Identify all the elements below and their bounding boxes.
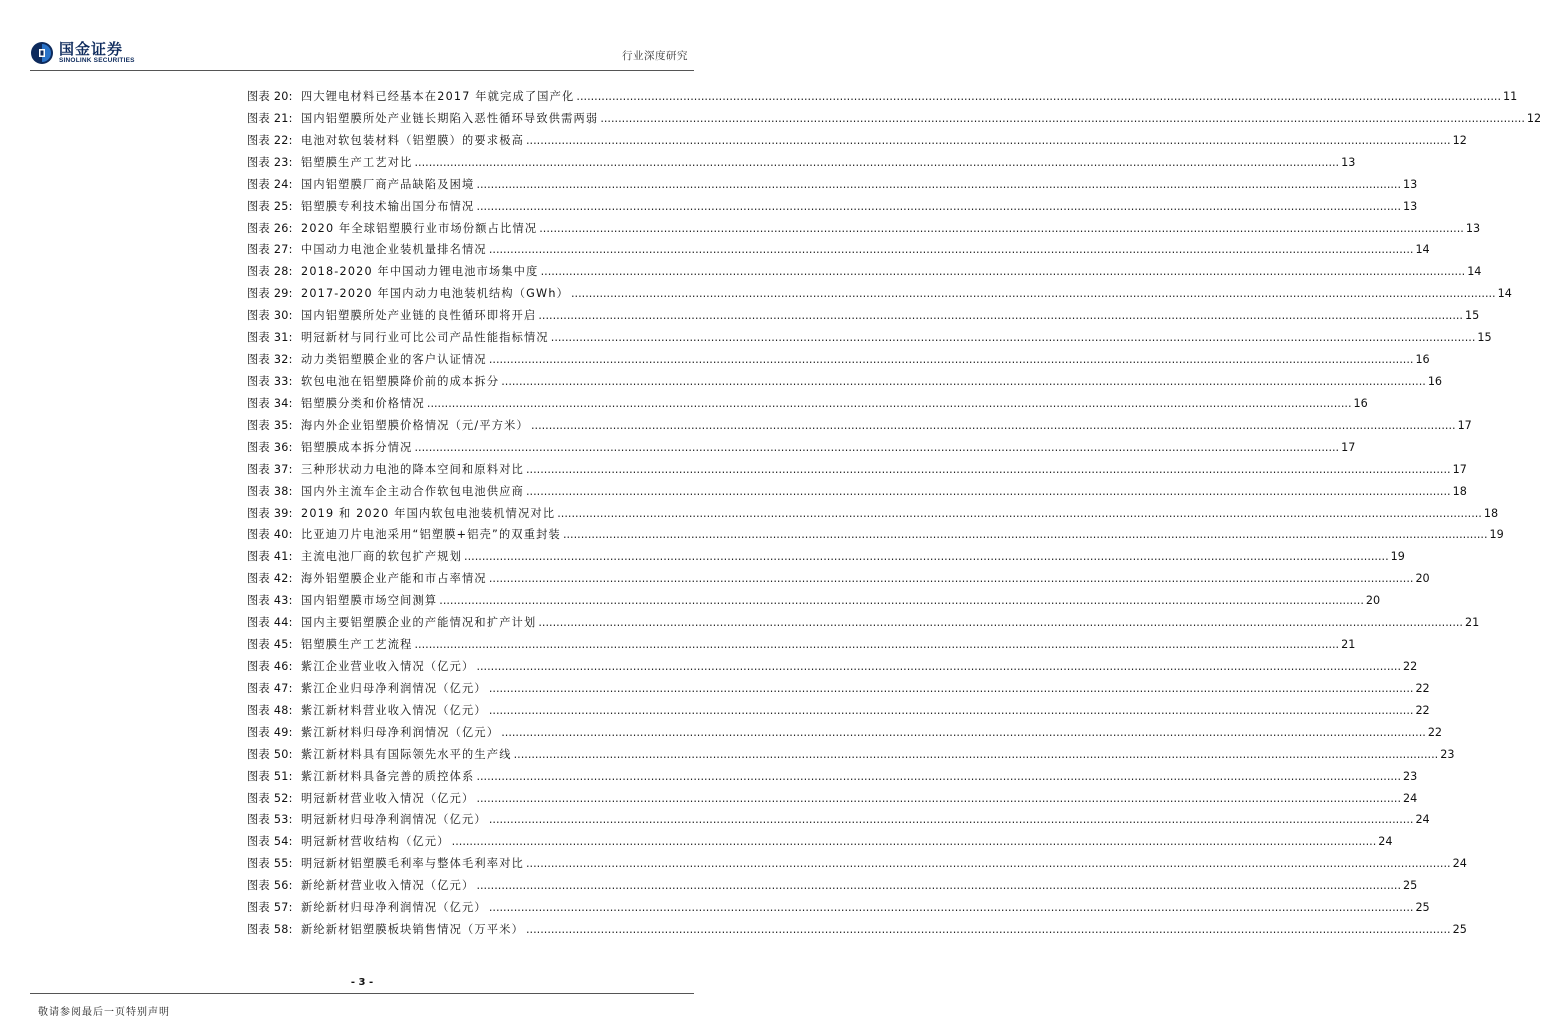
figure-label: 图表 50: (247, 747, 293, 761)
figure-title: 明冠新材营收结构（亿元） (301, 835, 450, 849)
figure-label: 图表 58: (247, 923, 293, 937)
figure-title: 明冠新材铝塑膜毛利率与整体毛利率对比 (301, 857, 524, 871)
figure-label: 图表 53: (247, 813, 293, 827)
figure-label: 图表 21: (247, 111, 293, 125)
figure-page-number: 13 (1341, 155, 1356, 169)
logo-chinese-name: 国金证券 (59, 40, 124, 58)
dot-leader (476, 792, 1401, 805)
figure-title: 紫江新材料具备完善的质控体系 (301, 769, 475, 783)
dot-leader (541, 265, 1466, 278)
figure-label: 图表 36: (247, 440, 293, 454)
toc-entry[interactable] (247, 373, 1443, 395)
figure-label: 图表 23: (247, 155, 293, 169)
figure-title: 新纶新材营业收入情况（亿元） (301, 879, 475, 893)
toc-entry[interactable] (247, 548, 1405, 570)
figure-label: 图表 55: (247, 857, 293, 871)
toc-entry[interactable] (247, 439, 1356, 461)
figure-title: 紫江新材料具有国际领先水平的生产线 (301, 747, 512, 761)
toc-entry[interactable] (247, 329, 1492, 351)
figure-label: 图表 57: (247, 901, 293, 915)
dot-leader (526, 485, 1451, 498)
figure-page-number: 16 (1427, 374, 1443, 388)
figure-title: 国内铝塑膜所处产业链长期陷入恶性循环导致供需两弱 (301, 111, 599, 125)
figure-title: 主流电池厂商的软包扩产规划 (301, 550, 463, 564)
figure-page-number: 14 (1415, 243, 1430, 257)
figure-title: 明冠新材与同行业可比公司产品性能指标情况 (301, 331, 549, 345)
figure-label: 图表 22: (247, 133, 293, 147)
figure-page-number: 12 (1452, 133, 1467, 147)
figure-label: 图表 49: (247, 725, 293, 739)
figure-page-number: 24 (1378, 835, 1393, 849)
figure-page-number: 18 (1452, 484, 1467, 498)
toc-entry[interactable] (247, 768, 1418, 790)
dot-leader (476, 770, 1401, 783)
figure-label: 图表 56: (247, 879, 293, 893)
dot-leader (489, 704, 1414, 717)
dot-leader (476, 200, 1401, 213)
page-number: - 3 - (350, 977, 374, 988)
figure-title: 紫江新材料营业收入情况（亿元） (301, 703, 487, 717)
figure-label: 图表 35: (247, 418, 293, 432)
figure-label: 图表 28: (247, 265, 293, 279)
dot-leader (551, 331, 1476, 344)
toc-entry[interactable] (247, 285, 1512, 307)
figure-label: 图表 24: (247, 177, 293, 191)
figure-page-number: 14 (1467, 265, 1482, 279)
figure-label: 图表 52: (247, 791, 293, 805)
toc-entry[interactable] (247, 899, 1430, 921)
dot-leader (439, 594, 1364, 607)
figure-page-number: 15 (1464, 309, 1480, 323)
dot-leader (476, 660, 1401, 673)
dot-leader (526, 463, 1451, 476)
toc-entry[interactable] (247, 176, 1418, 198)
dot-leader (539, 222, 1464, 235)
report-type: 行业深度研究 (622, 50, 688, 62)
toc-entry[interactable] (247, 811, 1430, 833)
figure-page-number: 21 (1341, 638, 1356, 652)
figure-title: 铝塑膜生产工艺流程 (301, 638, 413, 652)
dot-leader (415, 156, 1340, 169)
figure-page-number: 13 (1465, 221, 1481, 235)
figure-title: 三种形状动力电池的降本空间和原料对比 (301, 462, 524, 476)
figure-page-number: 13 (1403, 199, 1418, 213)
dot-leader (489, 353, 1414, 366)
figure-label: 图表 32: (247, 353, 293, 367)
toc-entry[interactable] (247, 88, 1518, 110)
dot-leader (489, 813, 1414, 826)
figure-label: 图表 48: (247, 703, 293, 717)
figure-title: 软包电池在铝塑膜降价前的成本拆分 (301, 374, 500, 388)
dot-leader (538, 309, 1463, 322)
toc-entry[interactable] (247, 658, 1418, 680)
figure-title: 国内铝塑膜所处产业链的良性循环即将开启 (301, 309, 537, 323)
toc-entry[interactable] (247, 241, 1430, 263)
figure-page-number: 25 (1415, 901, 1430, 915)
figure-label: 图表 47: (247, 681, 293, 695)
toc-entry[interactable] (247, 921, 1467, 943)
figure-label: 图表 26: (247, 221, 293, 235)
dot-leader (526, 134, 1451, 147)
figure-page-number: 19 (1390, 550, 1405, 564)
toc-entry[interactable] (247, 351, 1430, 373)
figure-title: 电池对软包装材料（铝塑膜）的要求极高 (301, 133, 524, 147)
figure-title: 新纶新材铝塑膜板块销售情况（万平米） (301, 923, 524, 937)
dot-leader (538, 616, 1463, 629)
dot-leader (526, 923, 1451, 936)
figure-page-number: 23 (1403, 769, 1418, 783)
toc-entry[interactable] (247, 132, 1467, 154)
figure-title: 2019 和 2020 年国内软包电池装机情况对比 (301, 506, 556, 520)
figure-title: 海外铝塑膜企业产能和市占率情况 (301, 572, 487, 586)
figure-page-number: 22 (1427, 725, 1443, 739)
logo-english-name: SINOLINK SECURITIES (59, 57, 135, 64)
dot-leader (415, 441, 1340, 454)
figure-label: 图表 34: (247, 396, 293, 410)
dot-leader (526, 857, 1451, 870)
toc-entry[interactable] (247, 833, 1393, 855)
figure-title: 2020 年全球铝塑膜行业市场份额占比情况 (301, 221, 538, 235)
toc-entry[interactable] (247, 483, 1467, 505)
footer-divider (30, 993, 694, 994)
figure-title: 国内铝塑膜市场空间测算 (301, 594, 438, 608)
figure-title: 四大锂电材料已经基本在2017 年就完成了国产化 (301, 90, 575, 103)
toc-entry[interactable] (247, 790, 1418, 812)
dot-leader (557, 507, 1482, 520)
header-divider (30, 70, 694, 71)
toc-entry[interactable] (247, 570, 1430, 592)
figure-label: 图表 20: (247, 90, 293, 103)
figure-label: 图表 39: (247, 506, 293, 520)
figure-page-number: 16 (1415, 353, 1430, 367)
figure-title: 紫江企业归母净利润情况（亿元） (301, 681, 487, 695)
figure-page-number: 25 (1452, 923, 1467, 937)
toc-entry[interactable] (247, 855, 1467, 877)
figure-label: 图表 25: (247, 199, 293, 213)
figure-label: 图表 38: (247, 484, 293, 498)
toc-entry[interactable] (247, 592, 1381, 614)
figure-page-number: 23 (1440, 747, 1455, 761)
dot-leader (476, 178, 1401, 191)
sinolink-logo-icon (30, 41, 54, 65)
toc-entry[interactable] (247, 110, 1541, 132)
toc-entry[interactable] (247, 724, 1443, 746)
dot-leader (489, 572, 1414, 585)
dot-leader (489, 682, 1414, 695)
figure-page-number: 20 (1365, 594, 1381, 608)
figure-label: 图表 37: (247, 462, 293, 476)
dot-leader (531, 419, 1456, 432)
figure-page-number: 24 (1452, 857, 1467, 871)
figure-title: 国内主要铝塑膜企业的产能情况和扩产计划 (301, 616, 537, 630)
page-header (30, 36, 692, 70)
disclaimer: 敬请参阅最后一页特别声明 (38, 1007, 170, 1018)
figure-label: 图表 31: (247, 331, 293, 345)
figure-label: 图表 33: (247, 374, 293, 388)
figure-page-number: 15 (1477, 331, 1492, 345)
figure-label: 图表 40: (247, 528, 293, 542)
toc-entry[interactable] (247, 198, 1418, 220)
figure-title: 国内外主流车企主动合作软包电池供应商 (301, 484, 524, 498)
figure-label: 图表 46: (247, 659, 293, 673)
toc-entry[interactable] (247, 746, 1455, 768)
dot-leader (501, 375, 1426, 388)
figure-title: 明冠新材营业收入情况（亿元） (301, 791, 475, 805)
dot-leader (489, 243, 1414, 256)
sinolink-logo (30, 38, 135, 68)
figure-page-number: 17 (1452, 462, 1467, 476)
dot-leader (501, 726, 1426, 739)
toc-entry[interactable] (247, 505, 1499, 527)
figure-title: 动力类铝塑膜企业的客户认证情况 (301, 353, 487, 367)
dot-leader (600, 112, 1525, 125)
figure-page-number: 24 (1415, 813, 1430, 827)
figure-label: 图表 41: (247, 550, 293, 564)
dot-leader (476, 879, 1401, 892)
toc-entry[interactable] (247, 526, 1504, 548)
figure-page-number: 22 (1415, 681, 1430, 695)
dot-leader (452, 835, 1377, 848)
dot-leader (563, 528, 1488, 541)
figure-page-number: 14 (1497, 287, 1512, 301)
figure-page-number: 20 (1415, 572, 1430, 586)
figure-label: 图表 27: (247, 243, 293, 257)
toc-entry[interactable] (247, 680, 1430, 702)
figure-page-number: 22 (1415, 703, 1430, 717)
toc-entry[interactable] (247, 614, 1480, 636)
toc-entry[interactable] (247, 636, 1356, 658)
figure-page-number: 17 (1457, 418, 1472, 432)
figure-label: 图表 29: (247, 287, 293, 301)
toc-entry[interactable] (247, 417, 1472, 439)
figure-list (247, 88, 1541, 943)
figure-page-number: 19 (1489, 528, 1504, 542)
toc-entry[interactable] (247, 307, 1480, 329)
figure-title: 2018-2020 年中国动力锂电池市场集中度 (301, 265, 539, 279)
figure-title: 铝塑膜生产工艺对比 (301, 155, 413, 169)
toc-entry[interactable] (247, 461, 1467, 483)
figure-label: 图表 43: (247, 594, 293, 608)
figure-title: 2017-2020 年国内动力电池装机结构（GWh） (301, 287, 569, 301)
figure-page-number: 11 (1503, 90, 1518, 103)
toc-entry[interactable] (247, 154, 1356, 176)
figure-label: 图表 51: (247, 769, 293, 783)
figure-title: 海内外企业铝塑膜价格情况（元/平方米） (301, 418, 529, 432)
toc-entry[interactable] (247, 877, 1418, 899)
figure-label: 图表 30: (247, 309, 293, 323)
figure-title: 新纶新材归母净利润情况（亿元） (301, 901, 487, 915)
figure-title: 铝塑膜分类和价格情况 (301, 396, 425, 410)
dot-leader (576, 90, 1501, 103)
figure-page-number: 24 (1403, 791, 1418, 805)
figure-label: 图表 45: (247, 638, 293, 652)
toc-entry[interactable] (247, 702, 1430, 724)
figure-title: 比亚迪刀片电池采用“铝塑膜+铝壳”的双重封装 (301, 528, 561, 542)
figure-label: 图表 44: (247, 616, 293, 630)
figure-label: 图表 42: (247, 572, 293, 586)
figure-title: 明冠新材归母净利润情况（亿元） (301, 813, 487, 827)
dot-leader (571, 287, 1496, 300)
figure-page-number: 12 (1526, 111, 1541, 125)
dot-leader (464, 550, 1389, 563)
figure-title: 紫江企业营业收入情况（亿元） (301, 659, 475, 673)
figure-page-number: 21 (1464, 616, 1480, 630)
figure-title: 国内铝塑膜厂商产品缺陷及困境 (301, 177, 475, 191)
figure-page-number: 25 (1403, 879, 1418, 893)
figure-title: 中国动力电池企业装机量排名情况 (301, 243, 487, 257)
dot-leader (427, 397, 1352, 410)
dot-leader (514, 748, 1439, 761)
figure-page-number: 13 (1403, 177, 1418, 191)
toc-entry[interactable] (247, 220, 1481, 242)
figure-page-number: 22 (1403, 659, 1418, 673)
figure-title: 铝塑膜成本拆分情况 (301, 440, 413, 454)
toc-entry[interactable] (247, 395, 1368, 417)
figure-title: 铝塑膜专利技术输出国分布情况 (301, 199, 475, 213)
figure-title: 紫江新材料归母净利润情况（亿元） (301, 725, 500, 739)
figure-page-number: 17 (1341, 440, 1356, 454)
dot-leader (489, 901, 1414, 914)
toc-entry[interactable] (247, 263, 1482, 285)
figure-label: 图表 54: (247, 835, 293, 849)
dot-leader (415, 638, 1340, 651)
figure-page-number: 16 (1353, 396, 1368, 410)
figure-page-number: 18 (1483, 506, 1499, 520)
